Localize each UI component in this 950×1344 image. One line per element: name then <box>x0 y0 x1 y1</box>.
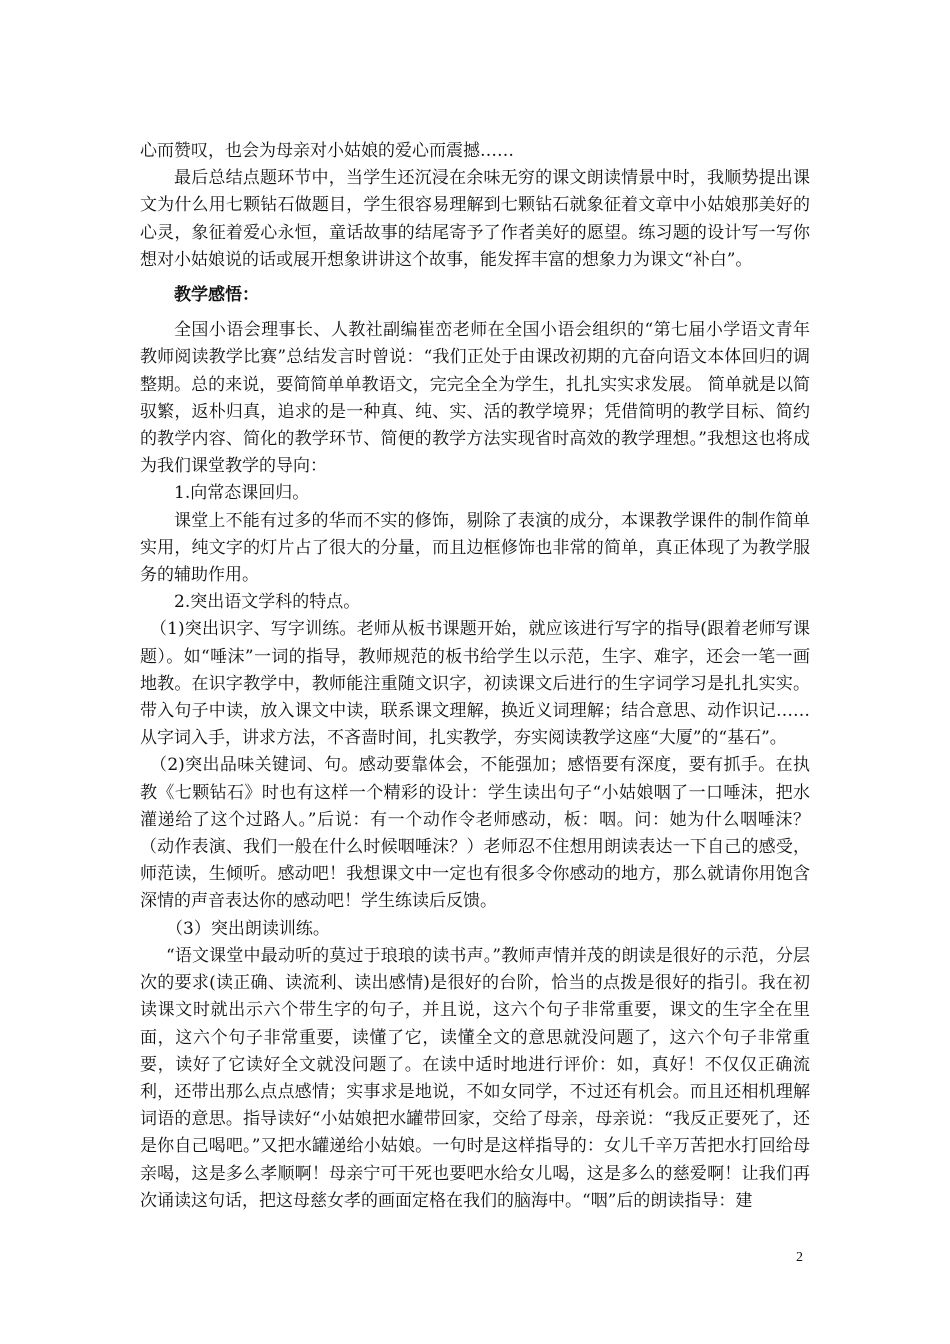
paragraph-literacy: （1)突出识字、写字训练。老师从板书课题开始，就应该进行写字的指导(跟着老师写课题）。如“唾沫”一词的指导，教师规范的板书给学生以示范，生字、难字，还会一笔一画地教。在识字教学中，教师能注重随文识字，初读课文后进行的生字词学习是扎扎实实。带入句子中读，放入课文中读，联系课文理解，换近义词理解；结合意思、动作识记……从字词入手，讲求方法，不吝啬时间，扎实教学，夯实阅读教学这座“大厦”的“基石”。 <box>140 619 810 749</box>
paragraph-continuation: 心而赞叹，也会为母亲对小姑娘的爱心而震撼…… <box>140 141 514 161</box>
paragraph-keywords: （2)突出品味关键词、句。感动要靠体会，不能强加；感悟要有深度，要有抓手。在执教《七颗钻石》时也有这样一个精彩的设计：学生读出句子“小姑娘咽了一口唾沫，把水灌递给了这个过路人。”后说：有一个动作令老师感动，板：咽。问：她为什么咽唾沫？（动作表演、我们一般在什么时候咽唾沫？）老师忍不住想用朗读表达一下自己的感受，师范读，生倾听。感动吧！我想课文中一定也有很多令你感动的地方，那么就请你用饱含深情的声音表达你的感动吧！学生练读后反馈。 <box>140 755 810 912</box>
list-item-1-title: 1.向常态课回归。 <box>174 483 310 504</box>
paragraph-summary: 最后总结点题环节中，当学生还沉浸在余味无穷的课文朗读情景中时，我顺势提出课文为什么用七颗钻石做题目，学生很容易理解到七颗钻石就象征着文章中小姑娘那美好的心灵，象征着爱心永恒，童话故事的结尾寄予了作者美好的愿望。练习题的设计写一写你想对小姑娘说的话或展开想象讲讲这个故事，能发挥丰富的想象力为课文“补白”。 <box>140 168 810 270</box>
document-body <box>140 138 810 1215</box>
page-number: 2 <box>796 1250 803 1265</box>
section-heading: 教学感悟： <box>174 285 259 306</box>
paragraph-reading: “语文课堂中最动听的莫过于琅琅的读书声。”教师声情并茂的朗读是很好的示范，分层次的要求(读正确、读流利、读出感情)是很好的台阶，恰当的点拨是很好的指引。我在初读课文时就出示六个带生字的句子，并且说，这六个句子非常重要，课文的生字全在里面，这六个句子非常重要，读懂了它，读懂全文的意思就没问题了，这六个句子非常重要，读好了它读好全文就没问题了。在读中适时地进行评价：如，真好！不仅仅正确流利，还带出那么点点感情；实事求是地说，不如女同学，不过还有机会。而且还相机理解词语的意思。指导读好“小姑娘把水罐带回家，交给了母亲，母亲说：“我反正要死了，还是你自己喝吧。”又把水罐递给小姑娘。一句时是这样指导的：女儿千辛万苦把水打回给母亲喝，这是多么孝顺啊！母亲宁可干死也要吧水给女儿喝，这是多么的慈爱啊！让我们再次诵读这句话，把这母慈女孝的画面定格在我们的脑海中。“咽”后的朗读指导：建 <box>140 945 810 1211</box>
paragraph-classroom: 课堂上不能有过多的华而不实的修饰，剔除了表演的成分，本课教学课件的制作简单实用，纯文字的灯片占了很大的分量，而且边框修饰也非常的简单，真正体现了为教学服务的辅助作用。 <box>140 510 810 586</box>
subsection-reading-title: （3）突出朗读训练。 <box>166 918 330 939</box>
paragraph-quote: 全国小语会理事长、人教社副编崔峦老师在全国小语会组织的“第七届小学语文青年教师阅读教学比赛”总结发言时曾说：“我们正处于由课改初期的亢奋向语文本体回归的调整期。总的来说，要简简单单教语文，完完全全为学生，扎扎实实求发展。 简单就是以简驭繁，返朴归真，追求的是一种真、纯、实、活的教学境界；凭借简明的教学目标、简约的教学内容、简化的教学环节、简便的教学方法实现省时高效的教学理想。”我想这也将成为我们课堂教学的导向： <box>140 320 810 477</box>
list-item-2-title: 2.突出语文学科的特点。 <box>174 592 361 613</box>
